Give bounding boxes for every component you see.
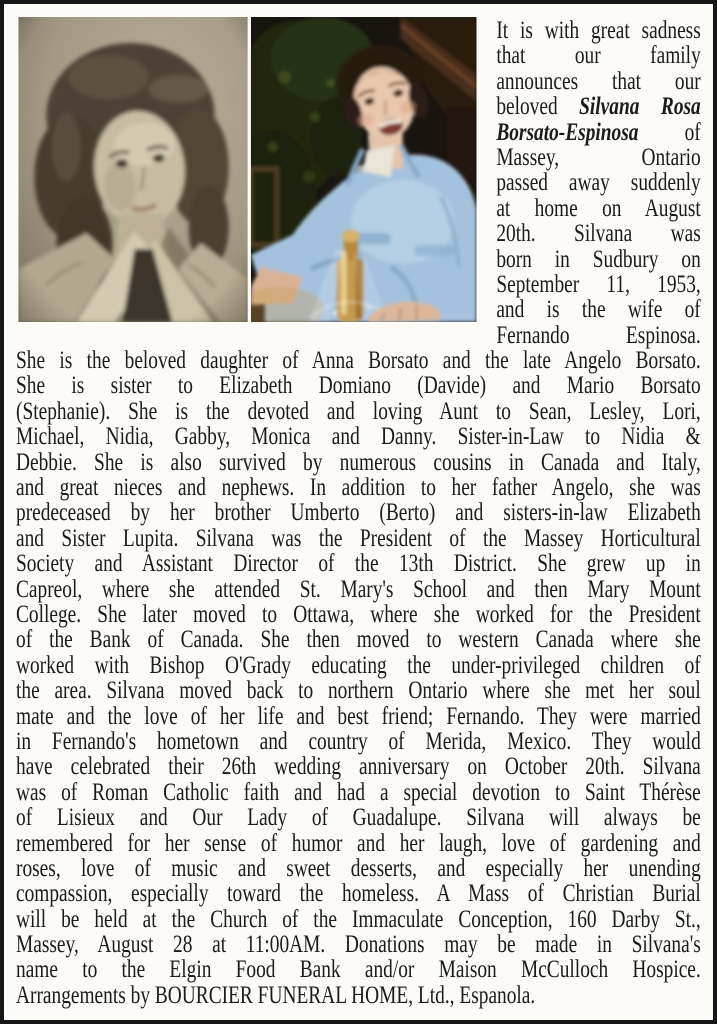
intro-column xyxy=(496,17,700,347)
obituary-line: and great nieces and nephews. In addition to her father Angelo, she was xyxy=(16,472,701,502)
obituary-line: Capreol, where she attended St. Mary's School and then Mary Mount xyxy=(16,573,701,603)
obituary-line: will be held at the Church of the Immaculate Conception, 160 Darby St., xyxy=(16,903,701,933)
obituary-line: Debbie. She is also survived by numerous cousins in Canada and Italy, xyxy=(16,446,701,476)
obituary-line: at home on August xyxy=(496,192,701,222)
obituary-line: was of Roman Catholic faith and had a special devotion to Saint Thérèse xyxy=(16,776,701,806)
obituary-body xyxy=(16,347,701,1007)
deceased-name-part-1: Silvana Rosa xyxy=(579,91,701,121)
obituary-line: born in Sudbury on xyxy=(496,243,701,273)
photo-young-portrait xyxy=(18,17,248,322)
intro-lines-top xyxy=(496,17,700,93)
obituary-line: of Lisieux and Our Lady of Guadalupe. Silvana will always be xyxy=(16,802,701,832)
obituary-line-arrangements: Arrangements by BOURCIER FUNERAL HOME, Ltd., Espanola. xyxy=(16,979,536,1009)
obituary-line: She is the beloved daughter of Anna Borsato and the late Angelo Borsato. xyxy=(16,345,701,375)
obituary-line: predeceased by her brother Umberto (Berto) and sisters-in-law Elizabeth xyxy=(16,497,701,527)
obituary-line-name-1 xyxy=(496,91,701,121)
obituary-line: 20th. Silvana was xyxy=(496,218,701,248)
obituary-content xyxy=(16,17,701,1007)
photo-recent-color xyxy=(251,17,477,322)
obituary-line: roses, love of music and sweet desserts, and especially her unending xyxy=(16,852,701,882)
obituary-line: have celebrated their 26th wedding anniversary on October 20th. Silvana xyxy=(16,751,701,781)
obituary-line-name-2 xyxy=(496,116,701,146)
obituary-line: Society and Assistant Director of the 13th District. She grew up in xyxy=(16,548,701,578)
obituary-line: name to the Elgin Food Bank and/or Maison McCulloch Hospice. xyxy=(16,954,701,984)
obituary-line: (Stephanie). She is the devoted and loving Aunt to Sean, Lesley, Lori, xyxy=(16,395,701,425)
top-section xyxy=(16,17,701,347)
color-photo-illustration xyxy=(251,17,477,322)
obituary-line: Michael, Nidia, Gabby, Monica and Danny. Sister-in-Law to Nidia & xyxy=(16,421,701,451)
obituary-line: College. She later moved to Ottawa, where she worked for the President xyxy=(16,598,701,628)
obituary-line: in Fernando's hometown and country of Merida, Mexico. They would xyxy=(16,725,701,755)
obituary-line: Massey, August 28 at 11:00AM. Donations may be made in Silvana's xyxy=(16,929,701,959)
obituary-line: of the Bank of Canada. She then moved to western Canada where she xyxy=(16,624,701,654)
obituary-line: It is with great sadness xyxy=(496,15,701,44)
vignette xyxy=(18,17,248,322)
obituary-line: mate and the love of her life and best friend; Fernando. They were married xyxy=(16,700,701,730)
name-prefix: beloved xyxy=(496,91,580,121)
sepia-portrait-illustration xyxy=(18,17,248,322)
obituary-line: remembered for her sense of humor and her laugh, love of gardening and xyxy=(16,827,701,857)
obituary-line: September 11, 1953, xyxy=(496,268,701,298)
obituary-line: Massey, Ontario xyxy=(496,141,701,171)
obituary-line: and Sister Lupita. Silvana was the President of the Massey Horticultural xyxy=(16,522,701,552)
body-lines xyxy=(16,347,701,982)
obituary-line: that our family xyxy=(496,40,701,70)
obituary-line: the area. Silvana moved back to northern Ontario where she met her soul xyxy=(16,675,701,705)
deceased-name-part-2: Borsato-Espinosa xyxy=(496,116,639,146)
obituary-line: worked with Bishop O'Grady educating the under-privileged children of xyxy=(16,649,701,679)
photo-pair xyxy=(18,17,476,322)
intro-lines-bottom xyxy=(496,141,701,349)
obituary-line: announces that our xyxy=(496,65,701,95)
obituary-line: passed away suddenly xyxy=(496,167,701,197)
obituary-line: and is the wife of xyxy=(496,294,701,324)
obituary-line: She is sister to Elizabeth Domiano (Davide) and Mario Borsato xyxy=(16,370,701,400)
name-suffix: of xyxy=(638,116,701,146)
obituary-line: compassion, especially toward the homeless. A Mass of Christian Burial xyxy=(16,878,701,908)
obituary-line: Fernando Espinosa. xyxy=(496,319,701,349)
